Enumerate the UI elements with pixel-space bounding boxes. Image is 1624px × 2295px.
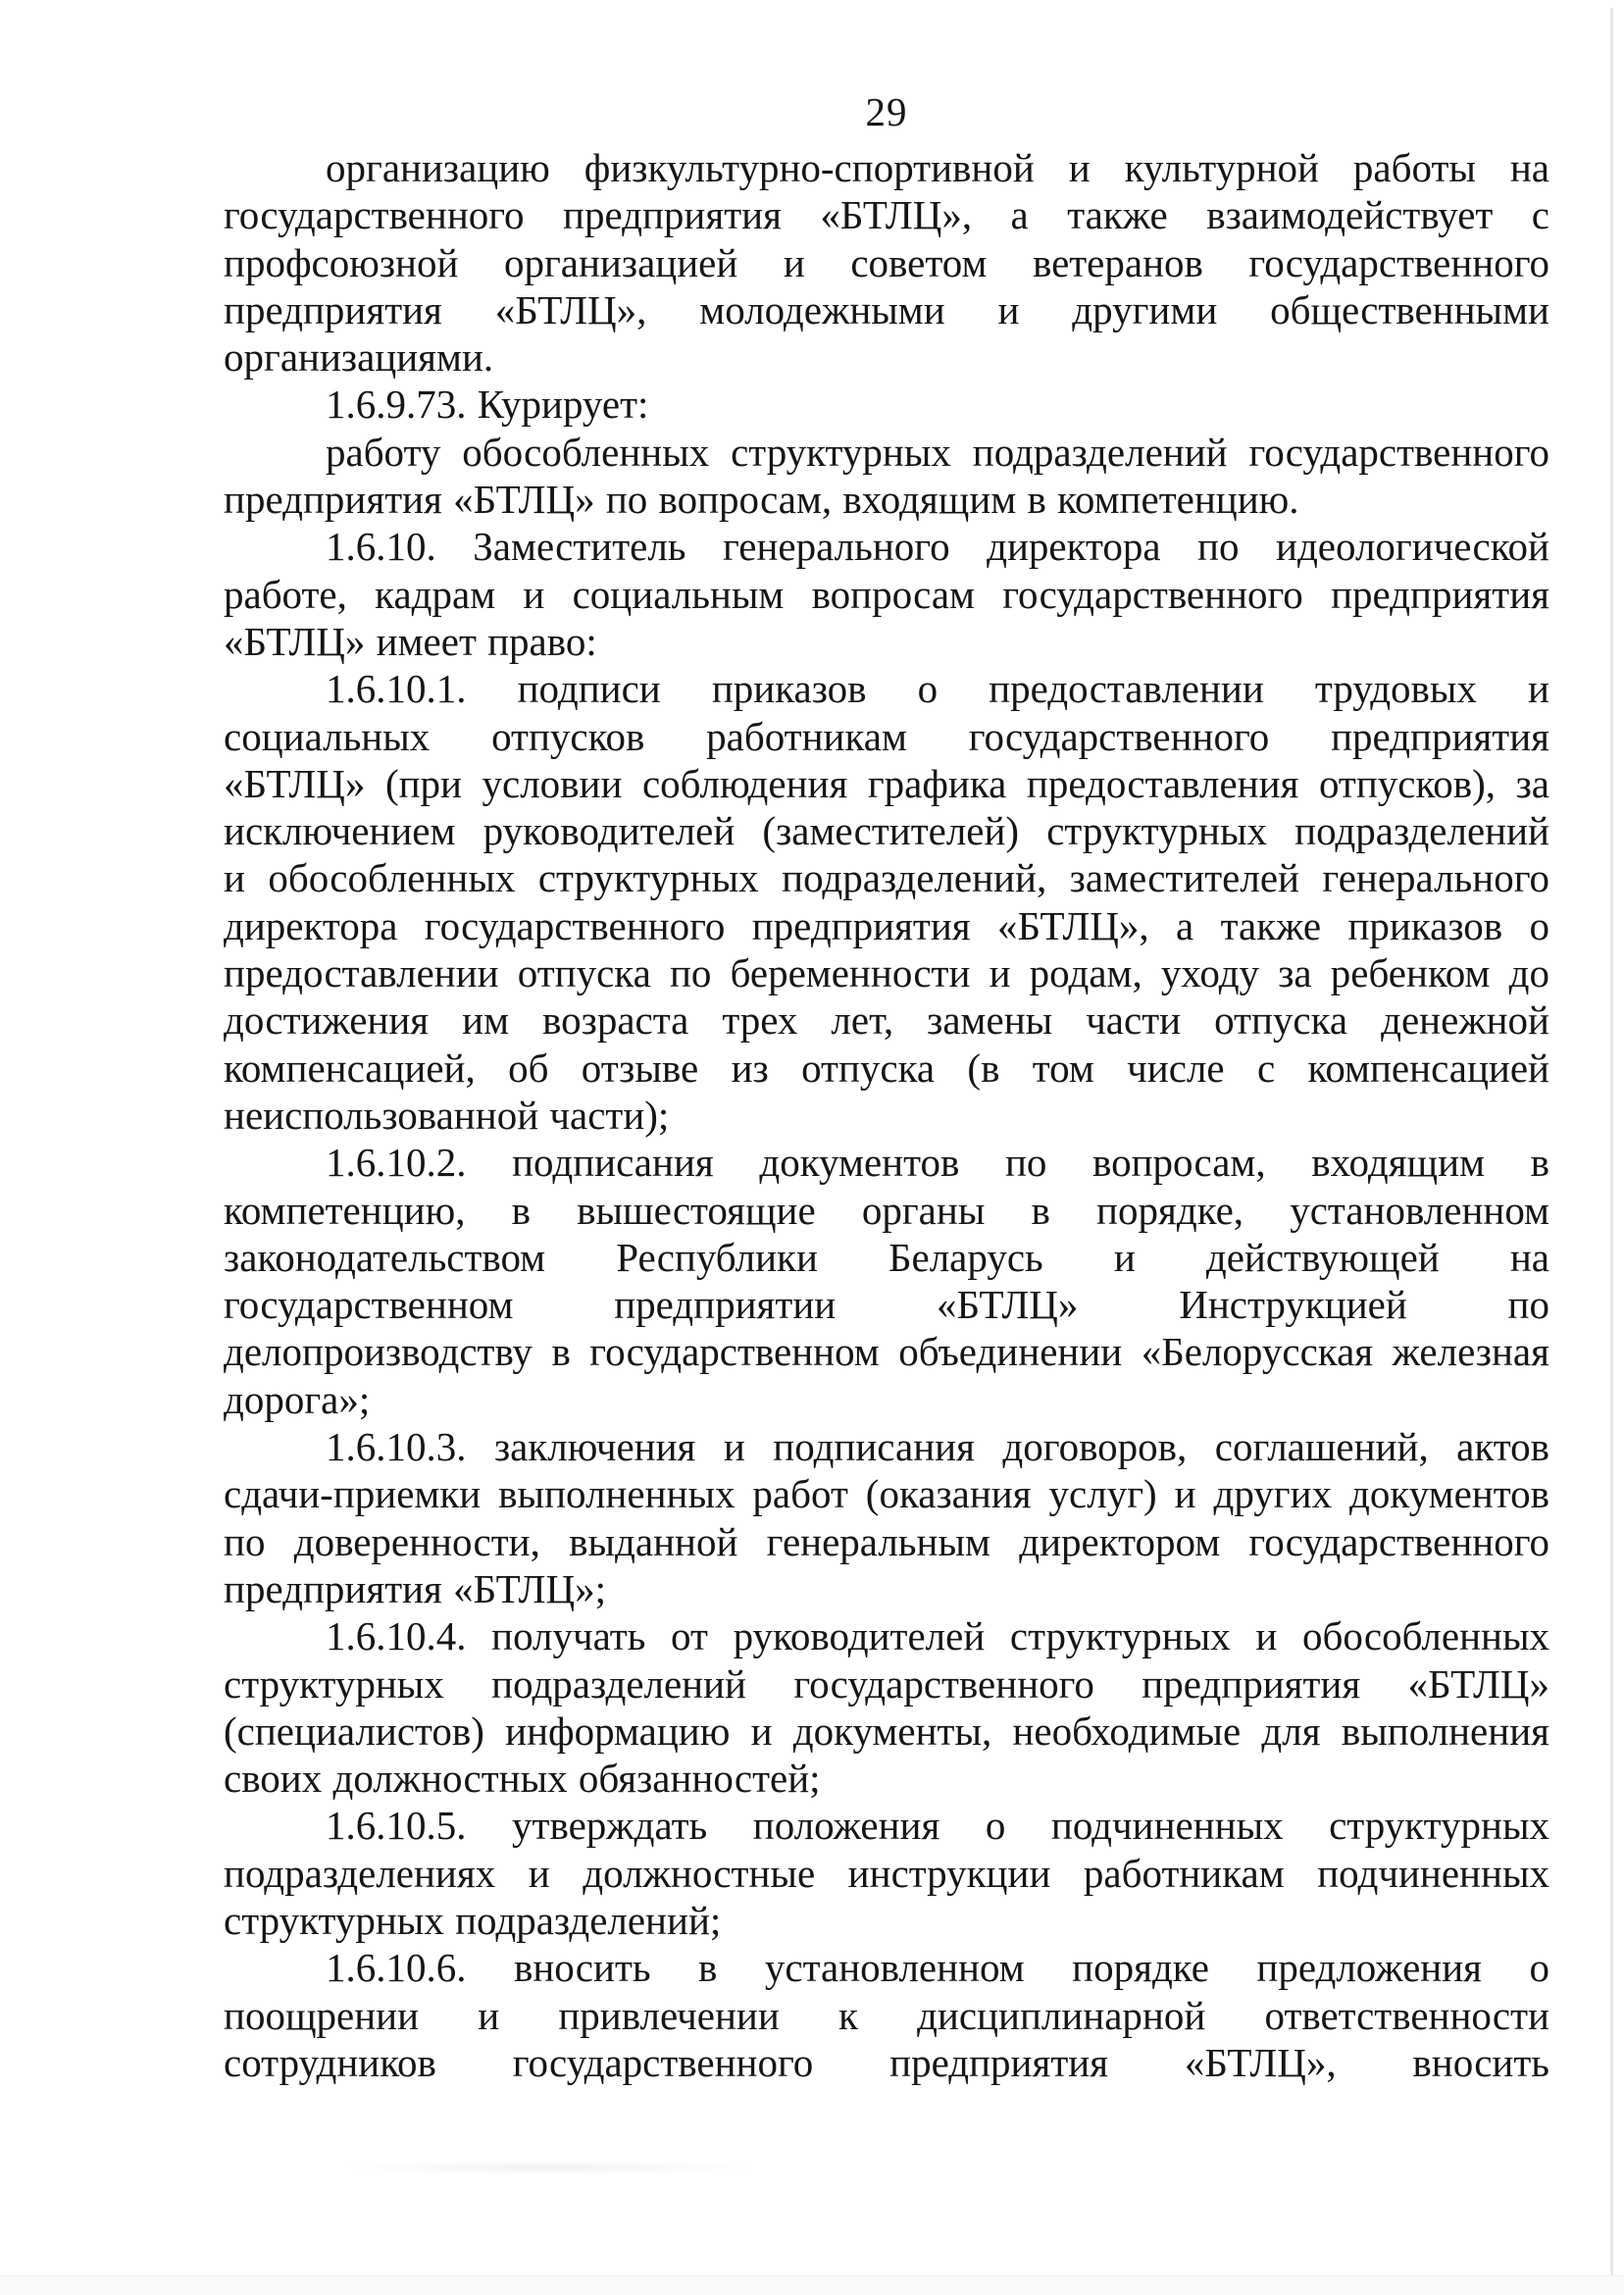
text-line: подразделениях и должностные инструкции работникам подчиненных [224, 1850, 1549, 1896]
text-line: компетенцию, в вышестоящие органы в порядке, установленном [224, 1187, 1549, 1233]
text-line: 1.6.10.5. утверждать положения о подчиненных структурных [326, 1803, 1549, 1849]
text-line: неиспользованной части); [224, 1092, 670, 1138]
text-line: структурных подразделений государственного предприятия «БТЛЦ» [224, 1660, 1549, 1707]
text-line: работе, кадрам и социальным вопросам государственного предприятия [224, 571, 1549, 617]
text-line: достижения им возраста трех лет, замены части отпуска денежной [224, 997, 1549, 1044]
text-line: 1.6.10.4. получать от руководителей структурных и обособленных [326, 1613, 1549, 1659]
text-line: «БТЛЦ» имеет право: [224, 618, 597, 664]
text-line: и обособленных структурных подразделений, заместителей генерального [224, 855, 1549, 901]
text-line: предоставлении отпуска по беременности и родам, уходу за ребенком до [224, 950, 1549, 996]
scan-artifact-vertical-line [1610, 8, 1613, 2294]
text-line: профсоюзной организацией и советом ветеранов государственного [224, 239, 1549, 285]
text-line: директора государственного предприятия «БТЛЦ», а также приказов о [224, 902, 1549, 948]
scan-artifact-smudge [343, 2161, 755, 2174]
text-line: сотрудников государственного предприятия «БТЛЦ», вносить [224, 2039, 1549, 2085]
text-line: работу обособленных структурных подразделений государственного [326, 429, 1549, 475]
text-line: поощрении и привлечении к дисциплинарной ответственности [224, 1992, 1549, 2038]
text-line: организацию физкультурно-спортивной и культурной работы на [326, 145, 1549, 190]
text-line: предприятия «БТЛЦ» по вопросам, входящим в компетенцию. [224, 477, 1299, 523]
text-line: законодательством Республики Беларусь и действующей на [224, 1234, 1549, 1280]
text-line: компенсацией, об отзыве из отпуска (в том числе с компенсацией [224, 1045, 1549, 1091]
text-line: 1.6.10.3. заключения и подписания договоров, соглашений, актов [326, 1424, 1549, 1470]
text-line: дорога»; [224, 1376, 371, 1422]
text-line: 1.6.9.73. Курирует: [326, 382, 649, 428]
scan-artifact-bottom-band [0, 2275, 1624, 2295]
text-line: по доверенности, выданной генеральным директором государственного [224, 1518, 1549, 1564]
text-line: государственном предприятии «БТЛЦ» Инструкцией по [224, 1282, 1549, 1328]
text-line: своих должностных обязанностей; [224, 1756, 821, 1802]
text-line: предприятия «БТЛЦ»; [224, 1565, 606, 1611]
text-line: структурных подразделений; [224, 1897, 722, 1943]
text-line: 1.6.10.6. вносить в установленном порядке предложения о [326, 1945, 1549, 1991]
text-block [224, 144, 1549, 2086]
text-line: 1.6.10. Заместитель генерального директора по идеологической [326, 524, 1549, 570]
text-line: исключением руководителей (заместителей) структурных подразделений [224, 808, 1549, 854]
text-line: делопроизводству в государственном объединении «Белорусская железная [224, 1329, 1549, 1375]
text-line: (специалистов) информацию и документы, необходимые для выполнения [224, 1708, 1549, 1754]
page-number: 29 [865, 89, 908, 134]
text-line: 1.6.10.1. подписи приказов о предоставлении трудовых и [326, 666, 1549, 712]
text-line: предприятия «БТЛЦ», молодежными и другими общественными [224, 286, 1549, 332]
text-line: 1.6.10.2. подписания документов по вопросам, входящим в [326, 1140, 1549, 1186]
text-line: государственного предприятия «БТЛЦ», а также взаимодействует с [224, 192, 1549, 238]
text-line: сдачи-приемки выполненных работ (оказания услуг) и других документов [224, 1471, 1549, 1517]
text-line: социальных отпусков работникам государственного предприятия [224, 713, 1549, 759]
text-line: организациями. [224, 334, 494, 381]
text-line: «БТЛЦ» (при условии соблюдения графика предоставления отпусков), за [224, 760, 1549, 806]
